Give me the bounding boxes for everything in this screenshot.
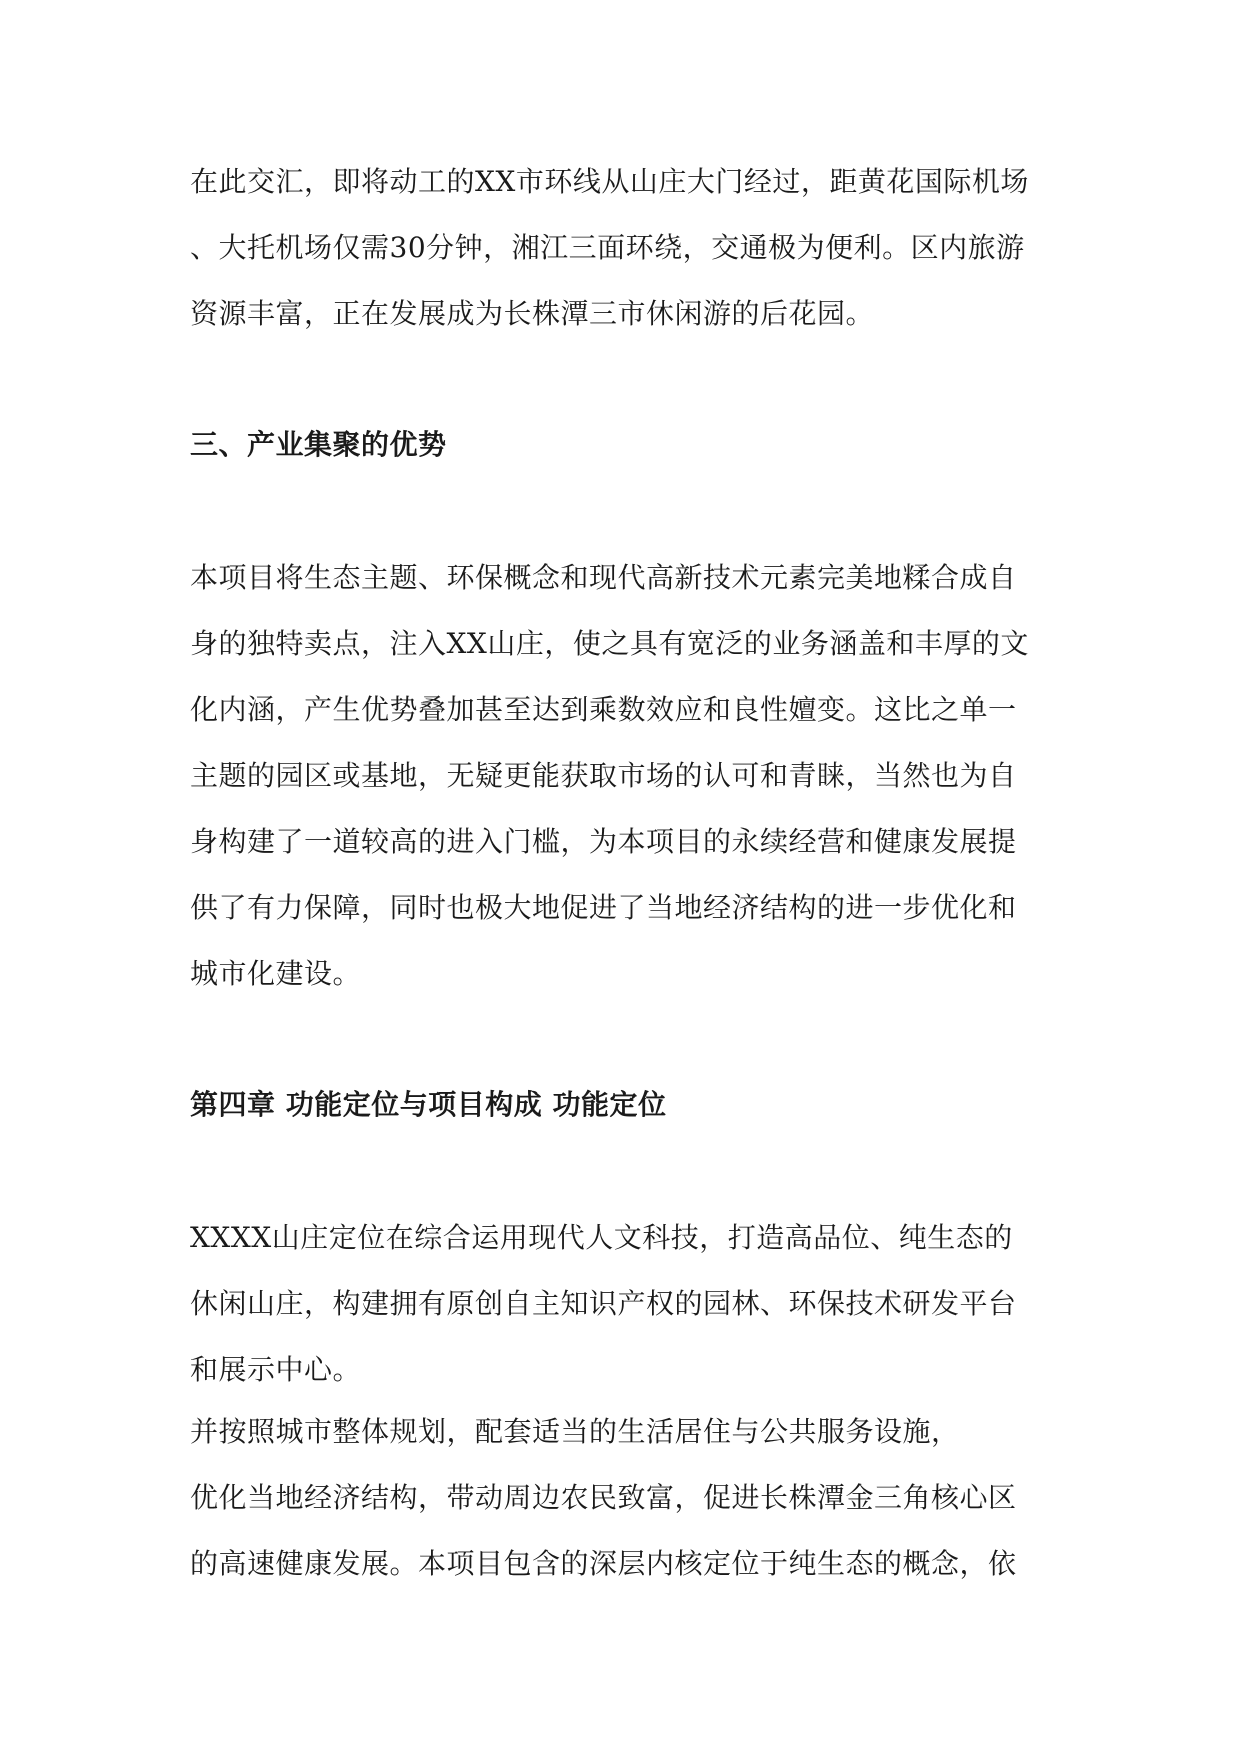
paragraph-line: 资源丰富，正在发展成为长株潭三市休闲游的后花园。 xyxy=(190,297,875,330)
paragraph-line: 的高速健康发展。本项目包含的深层内核定位于纯生态的概念，依 xyxy=(190,1547,1017,1580)
paragraph-line: 主题的园区或基地，无疑更能获取市场的认可和青睐，当然也为自 xyxy=(190,759,1017,792)
paragraph-line: 身构建了一道较高的进入门槛，为本项目的永续经营和健康发展提 xyxy=(190,825,1017,858)
paragraph-line: 和展示中心。 xyxy=(190,1353,362,1386)
paragraph-line: 城市化建设。 xyxy=(190,957,362,990)
paragraph-line: 本项目将生态主题、环保概念和现代高新技术元素完美地糅合成自 xyxy=(190,561,1017,594)
paragraph-line: 并按照城市整体规划，配套适当的生活居住与公共服务设施， xyxy=(190,1415,960,1448)
paragraph-line: 身的独特卖点，注入XX山庄，使之具有宽泛的业务涵盖和丰厚的文 xyxy=(190,627,1029,660)
paragraph-line: 供了有力保障，同时也极大地促进了当地经济结构的进一步优化和 xyxy=(190,891,1017,924)
paragraph-line: 化内涵，产生优势叠加甚至达到乘数效应和良性嬗变。这比之单一 xyxy=(190,693,1017,726)
chapter-heading: 第四章 功能定位与项目构成 功能定位 xyxy=(190,1088,667,1121)
paragraph-line: 优化当地经济结构，带动周边农民致富，促进长株潭金三角核心区 xyxy=(190,1481,1017,1514)
paragraph-line: 、大托机场仅需30分钟，湘江三面环绕，交通极为便利。区内旅游 xyxy=(190,231,1025,264)
paragraph-line: XXXX山庄定位在综合运用现代人文科技，打造高品位、纯生态的 xyxy=(190,1221,1013,1254)
paragraph-line: 休闲山庄，构建拥有原创自主知识产权的园林、环保技术研发平台 xyxy=(190,1287,1017,1320)
paragraph-line: 在此交汇，即将动工的XX市环线从山庄大门经过，距黄花国际机场 xyxy=(190,165,1029,198)
section-heading: 三、产业集聚的优势 xyxy=(190,428,447,461)
